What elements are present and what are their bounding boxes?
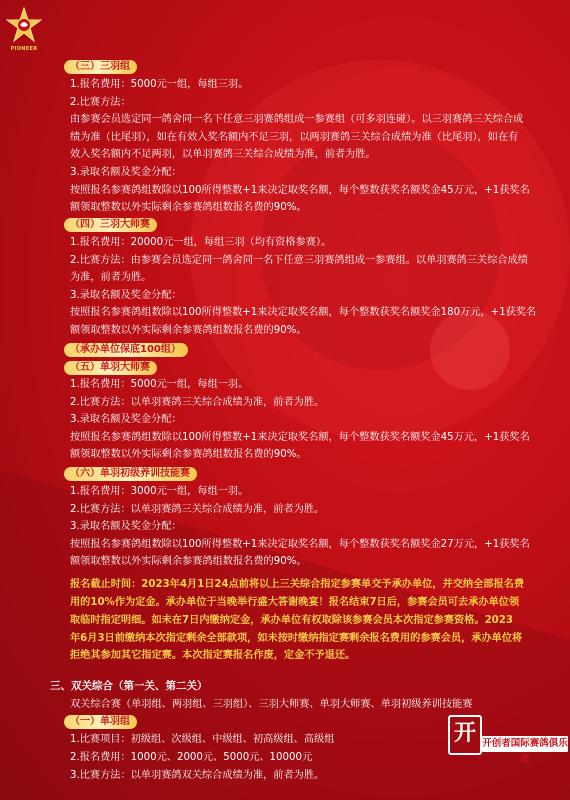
body-line: 为准，前者为胜。 bbox=[70, 272, 152, 283]
body-line: 按照报名参赛鸽组数除以100所得整数+1来决定取奖名额，每个整数获奖名额奖金45万元，+1获奖名 bbox=[70, 432, 530, 443]
notice-line: 报名截止时间：2023年4月1日24点前将以上三关综合指定参赛单交予承办单位，并交纳全部报名费 bbox=[70, 579, 525, 590]
body-line: 1.报名费用：5000元一组，每组三羽。 bbox=[70, 79, 249, 90]
body-line: 额领取整数以外实际剩余参赛鸽组数报名费的90%。 bbox=[70, 202, 307, 213]
section-heading-pill: （承办单位保底100组） bbox=[64, 343, 188, 357]
body-line: 3.录取名额及奖金分配： bbox=[70, 167, 182, 178]
body-line: 额领取整数以外实际剩余参赛鸽组数报名费的90%。 bbox=[70, 556, 307, 567]
body-line: 绩为准（比尾羽），如在有效入奖名额内不足三羽，以两羽赛鸽三关综合成绩为准（比尾羽），如在有 bbox=[70, 132, 519, 143]
body-line: 按照报名参赛鸽组数除以100所得整数+1来决定取奖名额，每个整数获奖名额奖金45万元，+1获奖名 bbox=[70, 185, 530, 196]
body-line: 按照报名参赛鸽组数除以100所得整数+1来决定取奖名额，每个整数获奖名额奖金180万元，+1获奖名 bbox=[70, 307, 537, 318]
notice-line: 年6月3日前缴纳本次指定剩余全部款项，如未按时缴纳指定赛剩余报名费用的参赛会员，承办单位将 bbox=[70, 633, 523, 644]
body-line: 1.报名费用：20000元一组，每组三羽（均有资格参赛）。 bbox=[70, 237, 332, 248]
notice-line: 用的10%作为定金。承办单位于当晚举行盛大答谢晚宴！报名结束7日后，参赛会员可去承办单位领 bbox=[70, 597, 520, 608]
watermark-club-name: 开创者国际赛鸽俱乐部 bbox=[482, 738, 568, 765]
body-line: 2.比赛方法： bbox=[70, 97, 131, 108]
body-line: 3.录取名额及奖金分配： bbox=[70, 414, 182, 425]
body-line: 1.报名费用：3000元一组，每组一羽。 bbox=[70, 486, 249, 497]
body-line: 按照报名参赛鸽组数除以100所得整数+1来决定取奖名额，每个整数获奖名额奖金27万元，+1获奖名 bbox=[70, 539, 530, 550]
section-heading-pill: （一）单羽组 bbox=[64, 715, 137, 729]
section-heading-pill: （三）三羽组 bbox=[64, 60, 137, 74]
section-heading-pill: （五）单羽大师赛 bbox=[64, 361, 157, 375]
body-line: 2.比赛方法：以单羽赛鸽三关综合成绩为准，前者为胜。 bbox=[70, 397, 325, 408]
watermark-seal: 开 bbox=[448, 715, 482, 755]
logo-text: PIONEER bbox=[10, 46, 38, 52]
body-line: 3.比赛方法：以单羽赛鸽双关综合成绩为准，前者为胜。 bbox=[70, 770, 325, 781]
body-line: 额领取整数以外实际剩余参赛鸽组数报名费的90%。 bbox=[70, 449, 307, 460]
body-line: 由参赛会员选定同一鸽舍同一名下任意三羽赛鸽组成一参赛组（可多羽连碰）。以三羽赛鸽三关综合成 bbox=[70, 114, 524, 125]
section-heading-pill: （六）单羽初级养训技能赛 bbox=[64, 467, 197, 481]
body-line: 1.报名费用：5000元一组，每组一羽。 bbox=[70, 379, 249, 390]
body-line: 3.录取名额及奖金分配： bbox=[70, 290, 182, 301]
body-line: 效入奖名额内不足两羽，以单羽赛鸽三关综合成绩为准，前者为胜。 bbox=[70, 149, 376, 160]
notice-line: 取临时指定明细。如未在7日内缴纳定金，承办单位有权取除该参赛会员本次指定参赛资格。2023 bbox=[70, 615, 513, 626]
section-heading-pill: （四）三羽大师赛 bbox=[64, 218, 157, 232]
body-line: 额领取整数以外实际剩余参赛鸽组数报名费的90%。 bbox=[70, 325, 307, 336]
body-line: 2.比赛方法：由参赛会员选定同一鸽舍同一名下任意三羽赛鸽组成一参赛组。以单羽赛鸽三关综合成绩 bbox=[70, 255, 528, 266]
body-line: 1.比赛项目：初级组、次级组、中级组、初高级组、高级组 bbox=[70, 734, 335, 745]
body-line: 3.录取名额及奖金分配： bbox=[70, 521, 182, 532]
body-line: 2.比赛方法：以单羽赛鸽三关综合成绩为准，前者为胜。 bbox=[70, 504, 325, 515]
body-line: 2.报名费用：1000元、2000元、5000元、10000元 bbox=[70, 752, 313, 763]
body-line: 双关综合赛（单羽组、两羽组、三羽组）、三羽大师赛、单羽大师赛、单羽初级养训技能赛 bbox=[70, 699, 473, 710]
notice-line: 拒绝其参加其它指定赛。本次指定赛报名作废，定金不予退还。 bbox=[70, 650, 356, 661]
section-title: 三、双关综合（第一关、第二关） bbox=[50, 680, 208, 692]
